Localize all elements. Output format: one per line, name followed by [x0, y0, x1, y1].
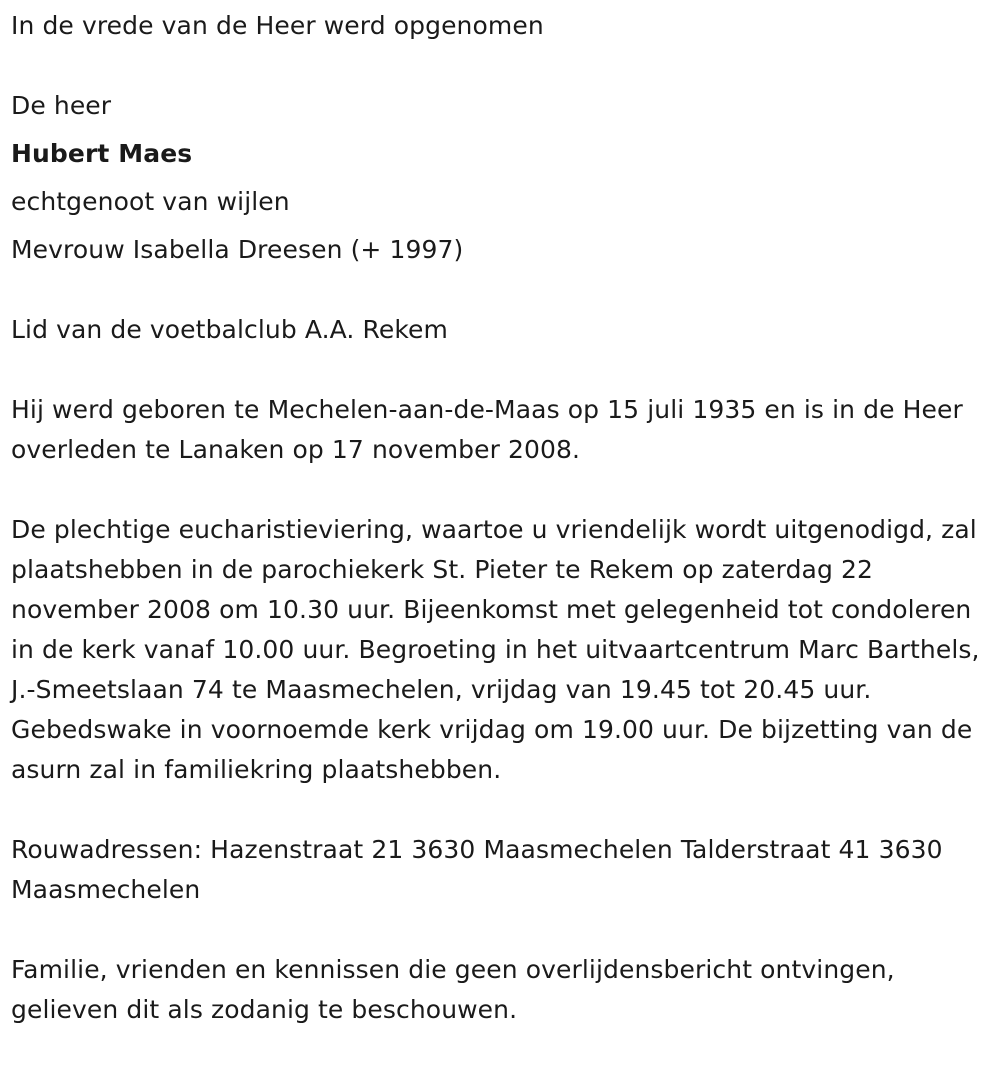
ceremony-paragraph: De plechtige eucharistieviering, waartoe u vriendelijk wordt uitgenodigd, zal plaatshebben in de parochiekerk St. Pieter te Rekem op zaterdag 22 november 2008 om 10.30 uur. Bijeenkomst met gelegenheid tot condoleren in de kerk vanaf 10.00 uur. Begroeting in het uitvaartcentrum Marc Barthels, J.-Smeetslaan 74 te Maasmechelen, vrijdag van 19.45 tot 20.45 uur. Gebedswake in voornoemde kerk vrijdag om 19.00 uur. De bijzetting van de asurn zal in familiekring plaatshebben.: [11, 515, 980, 784]
salutation: De heer: [11, 91, 112, 120]
spouse-name: Mevrouw Isabella Dreesen (+ 1997): [11, 235, 464, 264]
deceased-name: Hubert Maes: [11, 139, 193, 168]
intro-text: In de vrede van de Heer werd opgenomen: [11, 11, 544, 40]
closing-paragraph: Familie, vrienden en kennissen die geen overlijdensbericht ontvingen, gelieven dit als zodanig te beschouwen.: [11, 955, 895, 1024]
spouse-intro: echtgenoot van wijlen: [11, 187, 290, 216]
addresses-paragraph: Rouwadressen: Hazenstraat 21 3630 Maasmechelen Talderstraat 41 3630 Maasmechelen: [11, 835, 943, 904]
birth-death-paragraph: Hij werd geboren te Mechelen-aan-de-Maas op 15 juli 1935 en is in de Heer overleden te Lanaken op 17 november 2008.: [11, 395, 963, 464]
membership-text: Lid van de voetbalclub A.A. Rekem: [11, 315, 448, 344]
